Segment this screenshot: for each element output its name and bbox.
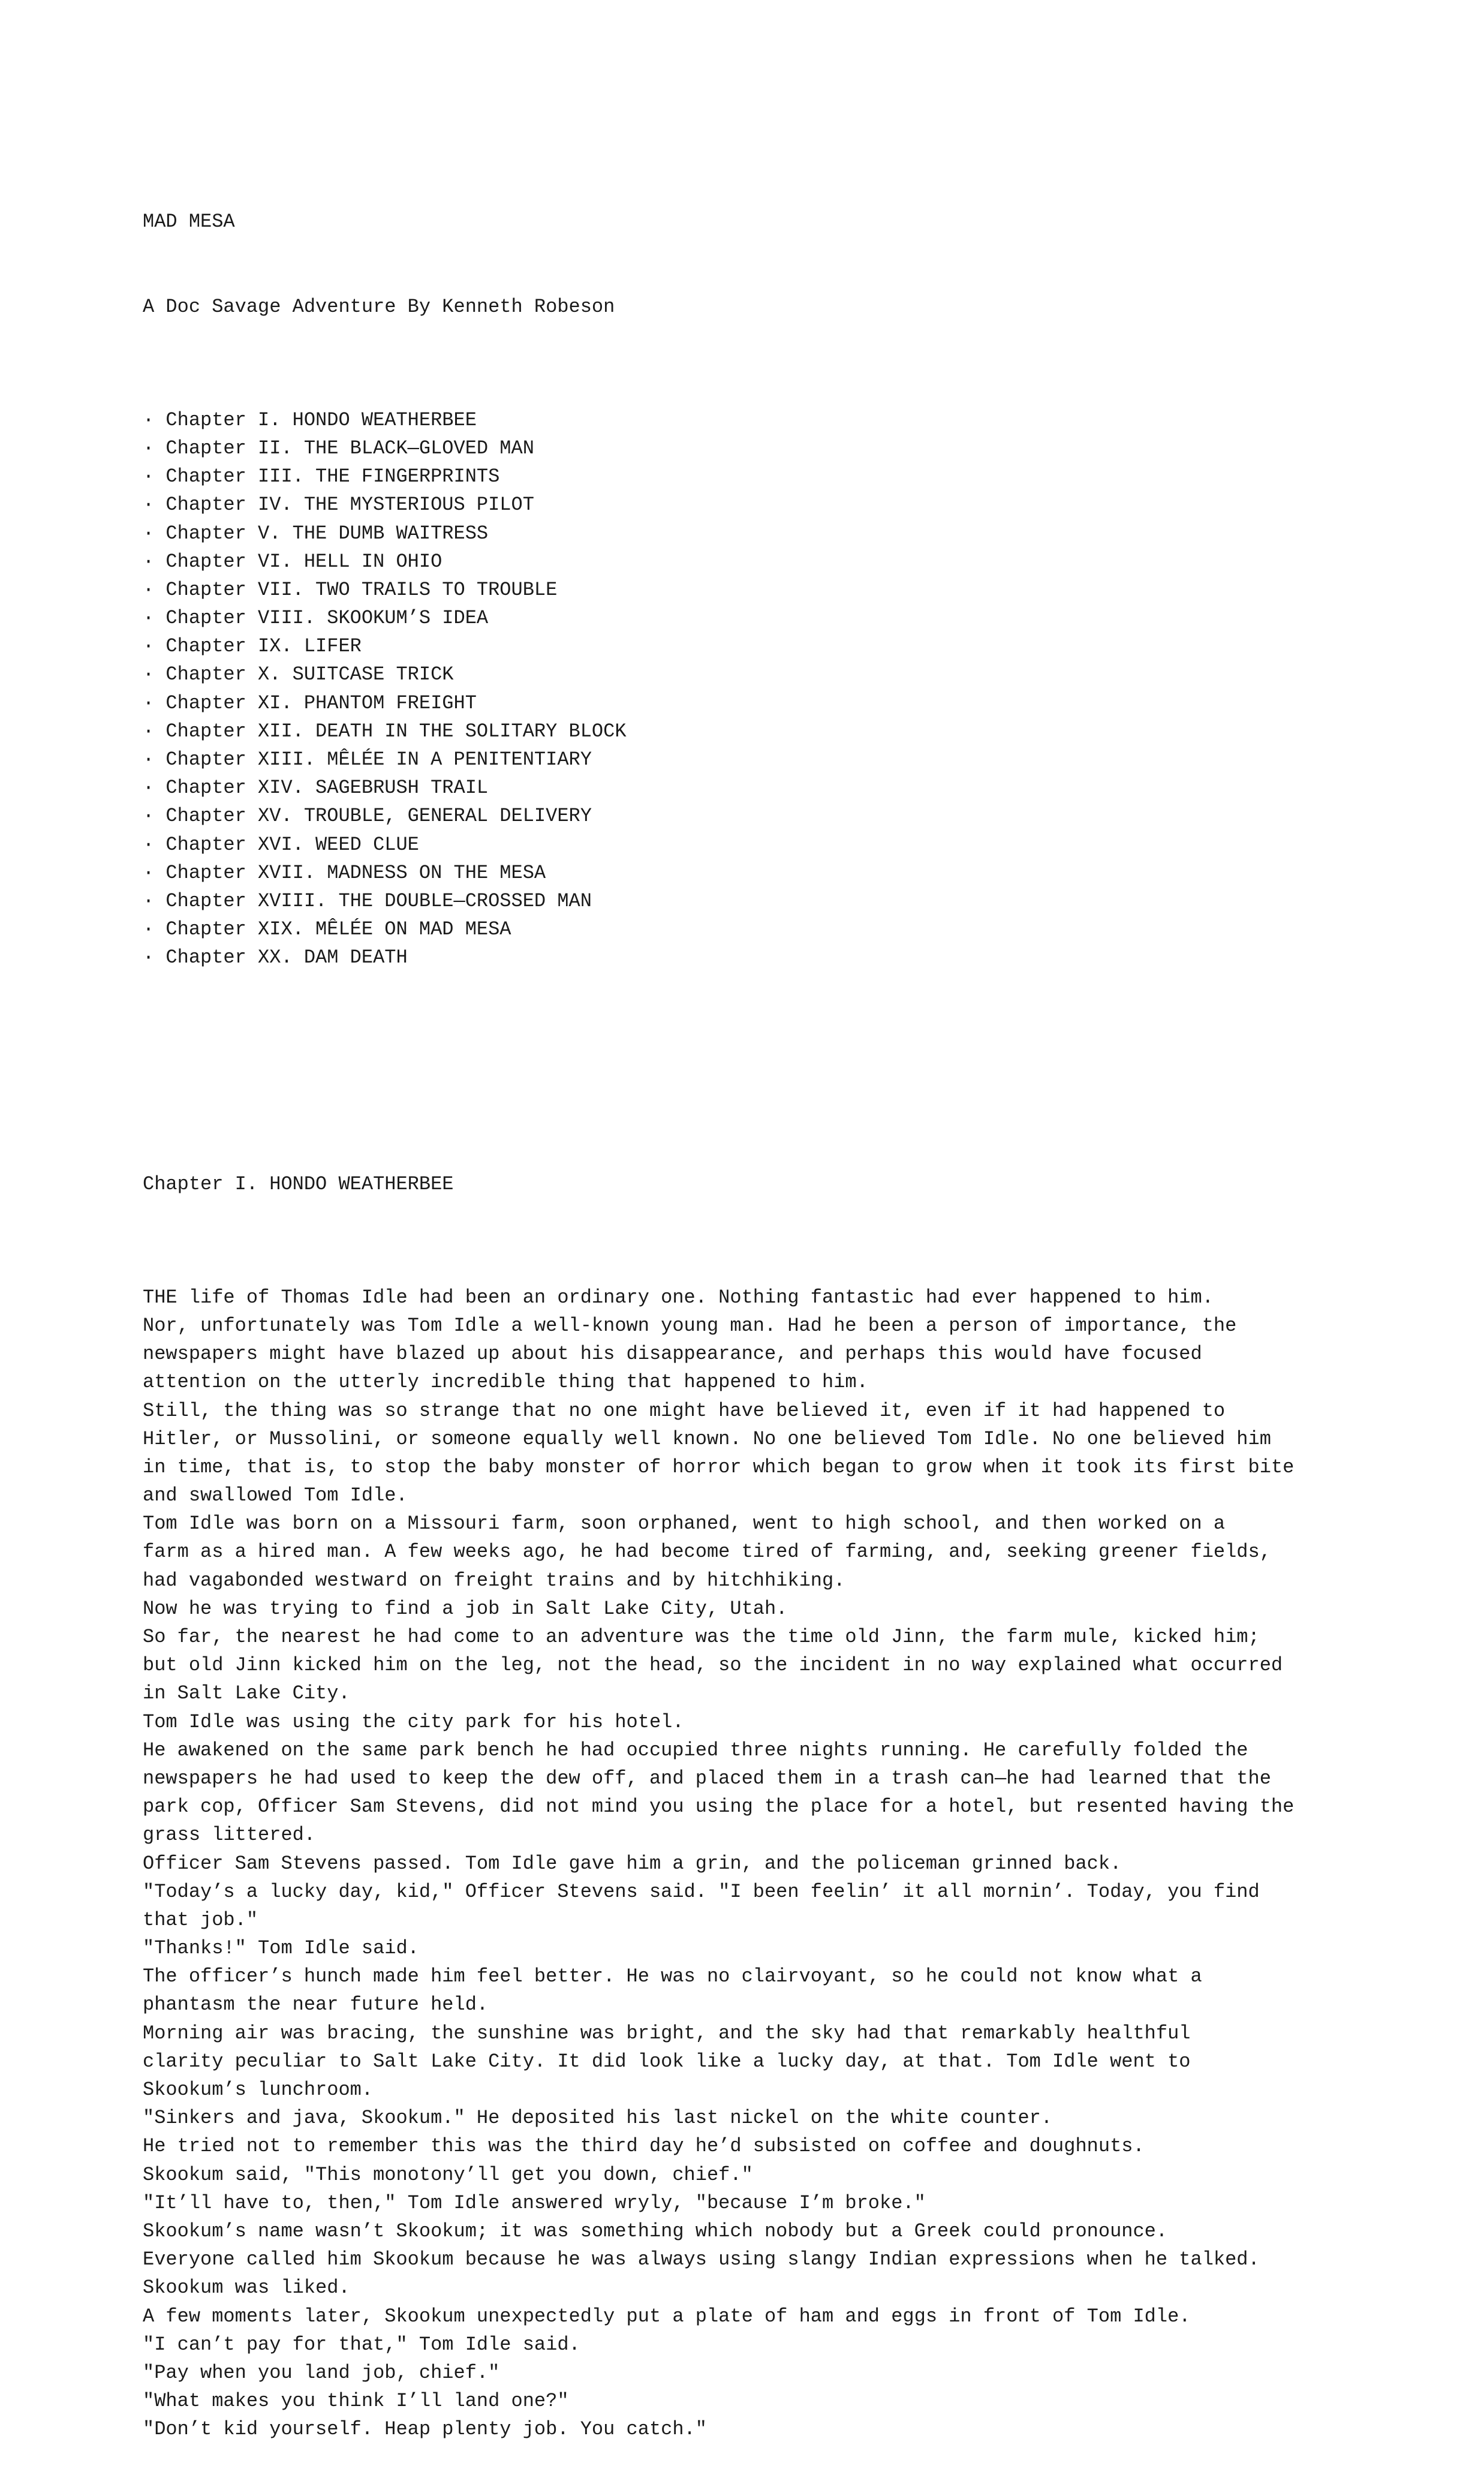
toc-item[interactable] [143, 887, 1426, 915]
body-line: but old Jinn kicked him on the leg, not the head, so the incident in no way explained what occurred [143, 1654, 1283, 1677]
toc-item[interactable] [143, 859, 1426, 887]
toc-item[interactable] [143, 406, 1426, 434]
book-subtitle: A Doc Savage Adventure By Kenneth Robeson [143, 296, 615, 318]
bullet-icon: · [143, 777, 155, 799]
body-line: Still, the thing was so strange that no one might have believed it, even if it had happened to [143, 1399, 1226, 1422]
toc-item-label: Chapter XX. DAM DEATH [165, 946, 408, 969]
body-line: in time, that is, to stop the baby monster of horror which began to grow when it took its first bite [143, 1455, 1295, 1478]
bullet-icon: · [143, 833, 155, 856]
chapter-heading: Chapter I. HONDO WEATHERBEE [143, 1172, 454, 1195]
table-of-contents [143, 406, 1426, 972]
bullet-icon: · [143, 720, 155, 742]
toc-item-label: Chapter XV. TROUBLE, GENERAL DELIVERY [165, 805, 592, 828]
body-line: Morning air was bracing, the sunshine was bright, and the sky had that remarkably healthful [143, 2022, 1191, 2044]
bullet-icon: · [143, 408, 155, 431]
toc-item-label: Chapter I. HONDO WEATHERBEE [165, 408, 477, 431]
toc-item[interactable] [143, 632, 1426, 660]
body-line: "Sinkers and java, Skookum." He deposited his last nickel on the white counter. [143, 2107, 1053, 2130]
body-line: had vagabonded westward on freight trains and by hitchhiking. [143, 1569, 845, 1592]
body-line: park cop, Officer Sam Stevens, did not mind you using the place for a hotel, but resented having the [143, 1796, 1295, 1818]
toc-item-label: Chapter XIV. SAGEBRUSH TRAIL [165, 777, 489, 799]
toc-item-label: Chapter VI. HELL IN OHIO [165, 550, 443, 573]
body-line: "Today’s a lucky day, kid," Officer Stevens said. "I been feelin’ it all mornin’. Today, you find [143, 1880, 1260, 1903]
bullet-icon: · [143, 748, 155, 771]
body-line: Skookum’s lunchroom. [143, 2079, 374, 2101]
body-line: "Thanks!" Tom Idle said. [143, 1937, 419, 1960]
toc-item-label: Chapter V. THE DUMB WAITRESS [165, 522, 489, 545]
bullet-icon: · [143, 437, 155, 459]
toc-item[interactable] [143, 434, 1426, 462]
body-line: that job." [143, 1908, 258, 1931]
body-line: Skookum said, "This monotony’ll get you down, chief." [143, 2163, 753, 2186]
body-line: "Pay when you land job, chief." [143, 2361, 500, 2384]
toc-item-label: Chapter VIII. SKOOKUM’S IDEA [165, 607, 489, 630]
body-line: Skookum was liked. [143, 2276, 350, 2299]
toc-item[interactable] [143, 943, 1426, 972]
bullet-icon: · [143, 522, 155, 545]
body-line: grass littered. [143, 1824, 316, 1847]
toc-item-label: Chapter XIII. MÊLÉE IN A PENITENTIARY [165, 748, 592, 771]
toc-item[interactable] [143, 689, 1426, 717]
body-line: He awakened on the same park bench he had occupied three nights running. He carefully folded the [143, 1739, 1248, 1761]
body-line: clarity peculiar to Salt Lake City. It did look like a lucky day, at that. Tom Idle went to [143, 2050, 1191, 2073]
toc-item-label: Chapter XVIII. THE DOUBLE—CROSSED MAN [165, 889, 592, 912]
toc-item-label: Chapter VII. TWO TRAILS TO TROUBLE [165, 578, 558, 601]
body-line: Skookum’s name wasn’t Skookum; it was something which nobody but a Greek could pronounce. [143, 2220, 1168, 2242]
bullet-icon: · [143, 918, 155, 941]
body-line: "It’ll have to, then," Tom Idle answered wryly, "because I’m broke." [143, 2191, 926, 2214]
book-title: MAD MESA [143, 210, 235, 233]
body-line: phantasm the near future held. [143, 1993, 489, 2016]
toc-item[interactable] [143, 462, 1426, 491]
toc-item[interactable] [143, 745, 1426, 774]
body-line: in Salt Lake City. [143, 1682, 350, 1705]
toc-item[interactable] [143, 915, 1426, 943]
bullet-icon: · [143, 578, 155, 601]
toc-item[interactable] [143, 802, 1426, 830]
bullet-icon: · [143, 946, 155, 969]
toc-item-label: Chapter XIX. MÊLÉE ON MAD MESA [165, 918, 511, 941]
bullet-icon: · [143, 691, 155, 714]
toc-item-label: Chapter II. THE BLACK—GLOVED MAN [165, 437, 534, 459]
body-line: Tom Idle was born on a Missouri farm, soon orphaned, went to high school, and then worked on a [143, 1512, 1226, 1535]
body-line: "What makes you think I’ll land one?" [143, 2390, 569, 2413]
toc-item[interactable] [143, 548, 1426, 576]
body-line: Officer Sam Stevens passed. Tom Idle gave him a grin, and the policeman grinned back. [143, 1852, 1122, 1875]
bullet-icon: · [143, 607, 155, 630]
toc-item[interactable] [143, 717, 1426, 745]
body-line: newspapers he had used to keep the dew off, and placed them in a trash can—he had learned that the [143, 1767, 1271, 1790]
bullet-icon: · [143, 889, 155, 912]
toc-item[interactable] [143, 519, 1426, 548]
chapter-body [143, 1283, 1426, 2444]
body-line: THE life of Thomas Idle had been an ordinary one. Nothing fantastic had ever happened to him. [143, 1286, 1214, 1309]
bullet-icon: · [143, 494, 155, 516]
body-line: "Don’t kid yourself. Heap plenty job. You catch." [143, 2418, 707, 2441]
body-line: Now he was trying to find a job in Salt Lake City, Utah. [143, 1597, 788, 1620]
body-line: Tom Idle was using the city park for his hotel. [143, 1710, 684, 1733]
toc-item[interactable] [143, 604, 1426, 632]
bullet-icon: · [143, 805, 155, 828]
body-line: Nor, unfortunately was Tom Idle a well-known young man. Had he been a person of importance, the [143, 1314, 1237, 1337]
body-line: attention on the utterly incredible thing that happened to him. [143, 1371, 868, 1394]
toc-item-label: Chapter XI. PHANTOM FREIGHT [165, 691, 477, 714]
body-line: newspapers might have blazed up about his disappearance, and perhaps this would have focused [143, 1343, 1202, 1366]
body-line: "I can’t pay for that," Tom Idle said. [143, 2333, 580, 2356]
body-line: and swallowed Tom Idle. [143, 1484, 408, 1507]
toc-item[interactable] [143, 491, 1426, 519]
toc-item[interactable] [143, 576, 1426, 604]
toc-item-label: Chapter X. SUITCASE TRICK [165, 663, 454, 686]
toc-item-label: Chapter IV. THE MYSTERIOUS PILOT [165, 494, 534, 516]
body-line: Hitler, or Mussolini, or someone equally well known. No one believed Tom Idle. No one believed him [143, 1427, 1271, 1450]
toc-item-label: Chapter IX. LIFER [165, 635, 362, 658]
body-line: Everyone called him Skookum because he was always using slangy Indian expressions when he talked. [143, 2248, 1260, 2271]
bullet-icon: · [143, 663, 155, 686]
toc-item-label: Chapter III. THE FINGERPRINTS [165, 465, 500, 488]
bullet-icon: · [143, 465, 155, 488]
body-line: A few moments later, Skookum unexpectedly put a plate of ham and eggs in front of Tom Idle. [143, 2305, 1191, 2327]
body-line: He tried not to remember this was the third day he’d subsisted on coffee and doughnuts. [143, 2135, 1145, 2158]
document-page [143, 151, 1426, 2472]
section-spacer [143, 1057, 1426, 1085]
toc-item-label: Chapter XVI. WEED CLUE [165, 833, 419, 856]
body-line: So far, the nearest he had come to an adventure was the time old Jinn, the farm mule, kicked him; [143, 1626, 1260, 1648]
bullet-icon: · [143, 550, 155, 573]
toc-item-label: Chapter XVII. MADNESS ON THE MESA [165, 861, 546, 884]
toc-item[interactable] [143, 831, 1426, 859]
body-line: farm as a hired man. A few weeks ago, he had become tired of farming, and, seeking greener fields, [143, 1541, 1271, 1563]
bullet-icon: · [143, 635, 155, 658]
body-line: The officer’s hunch made him feel better. He was no clairvoyant, so he could not know what a [143, 1965, 1202, 1988]
toc-item[interactable] [143, 660, 1426, 688]
toc-item-label: Chapter XII. DEATH IN THE SOLITARY BLOCK [165, 720, 627, 742]
toc-item[interactable] [143, 774, 1426, 802]
bullet-icon: · [143, 861, 155, 884]
